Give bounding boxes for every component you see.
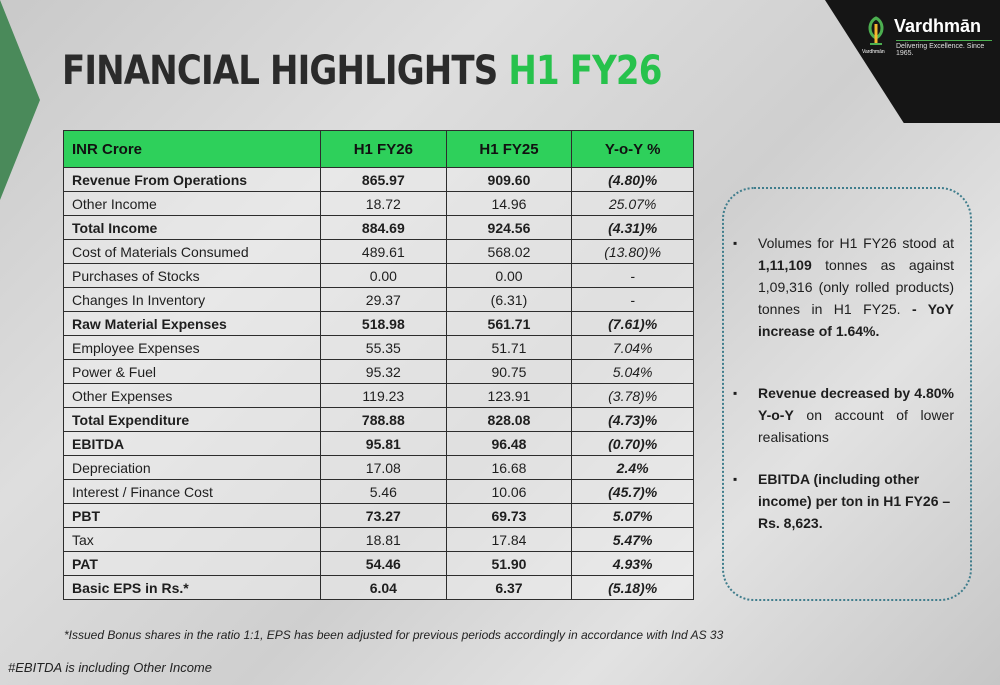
table-row bbox=[64, 312, 694, 336]
table-row bbox=[64, 576, 694, 600]
header-h1-fy25: H1 FY25 bbox=[446, 131, 572, 168]
cell-yoy: (4.73)% bbox=[572, 408, 694, 432]
row-label: Power & Fuel bbox=[64, 360, 321, 384]
cell-h1-fy25: 96.48 bbox=[446, 432, 572, 456]
cell-yoy: 7.04% bbox=[572, 336, 694, 360]
cell-yoy: 4.93% bbox=[572, 552, 694, 576]
row-label: Depreciation bbox=[64, 456, 321, 480]
row-label: Other Expenses bbox=[64, 384, 321, 408]
table-row bbox=[64, 360, 694, 384]
cell-h1-fy25: 14.96 bbox=[446, 192, 572, 216]
cell-h1-fy26: 18.72 bbox=[321, 192, 447, 216]
cell-h1-fy25: 561.71 bbox=[446, 312, 572, 336]
cell-h1-fy25: 123.91 bbox=[446, 384, 572, 408]
table-row bbox=[64, 528, 694, 552]
cell-h1-fy25: 828.08 bbox=[446, 408, 572, 432]
decorative-left-triangle bbox=[0, 0, 40, 200]
cell-h1-fy25: (6.31) bbox=[446, 288, 572, 312]
table-row bbox=[64, 336, 694, 360]
cell-h1-fy26: 54.46 bbox=[321, 552, 447, 576]
brand-tagline: Delivering Excellence. Since 1965. bbox=[896, 40, 992, 57]
table-row bbox=[64, 264, 694, 288]
table-row bbox=[64, 504, 694, 528]
cell-h1-fy26: 95.81 bbox=[321, 432, 447, 456]
table-row bbox=[64, 408, 694, 432]
note-revenue-text: on account of lower realisations bbox=[758, 407, 954, 445]
page-title bbox=[62, 48, 662, 94]
row-label: Employee Expenses bbox=[64, 336, 321, 360]
cell-h1-fy26: 865.97 bbox=[321, 168, 447, 192]
table-row bbox=[64, 552, 694, 576]
cell-yoy: 5.07% bbox=[572, 504, 694, 528]
cell-yoy: 5.47% bbox=[572, 528, 694, 552]
cell-h1-fy26: 518.98 bbox=[321, 312, 447, 336]
note-ebitda-bold: EBITDA (including other income) per ton in H1 FY26 – Rs. 8,623. bbox=[758, 471, 951, 531]
vardhman-mark-icon bbox=[864, 16, 888, 48]
note-ebitda bbox=[758, 468, 954, 534]
note-volumes bbox=[758, 232, 954, 342]
row-label: Cost of Materials Consumed bbox=[64, 240, 321, 264]
footnote-bonus: *Issued Bonus shares in the ratio 1:1, EPS has been adjusted for previous periods accordingly in accordance with Ind AS 33 bbox=[64, 628, 724, 642]
table-header-row bbox=[64, 131, 694, 168]
row-label: Revenue From Operations bbox=[64, 168, 321, 192]
header-yoy: Y-o-Y % bbox=[572, 131, 694, 168]
cell-yoy: (4.31)% bbox=[572, 216, 694, 240]
note-revenue bbox=[758, 382, 954, 448]
cell-h1-fy25: 0.00 bbox=[446, 264, 572, 288]
cell-h1-fy26: 73.27 bbox=[321, 504, 447, 528]
cell-h1-fy25: 51.71 bbox=[446, 336, 572, 360]
note-volumes-text: Volumes for H1 FY26 stood at bbox=[758, 235, 954, 251]
table-row bbox=[64, 384, 694, 408]
table-row bbox=[64, 456, 694, 480]
page-title-main: FINANCIAL HIGHLIGHTS bbox=[62, 48, 498, 94]
row-label: Interest / Finance Cost bbox=[64, 480, 321, 504]
table-row bbox=[64, 480, 694, 504]
note-volumes-figure: 1,11,109 bbox=[758, 257, 812, 273]
brand-mark-label: Vardhmān bbox=[862, 49, 885, 55]
cell-h1-fy25: 924.56 bbox=[446, 216, 572, 240]
brand-name: Vardhmān bbox=[894, 16, 982, 36]
cell-h1-fy26: 29.37 bbox=[321, 288, 447, 312]
row-label: Tax bbox=[64, 528, 321, 552]
cell-h1-fy26: 5.46 bbox=[321, 480, 447, 504]
cell-h1-fy26: 18.81 bbox=[321, 528, 447, 552]
cell-h1-fy26: 0.00 bbox=[321, 264, 447, 288]
footnote-ebitda: #EBITDA is including Other Income bbox=[8, 660, 212, 675]
table-row bbox=[64, 216, 694, 240]
cell-yoy: 25.07% bbox=[572, 192, 694, 216]
cell-h1-fy25: 17.84 bbox=[446, 528, 572, 552]
cell-h1-fy26: 6.04 bbox=[321, 576, 447, 600]
row-label: EBITDA bbox=[64, 432, 321, 456]
cell-h1-fy26: 489.61 bbox=[321, 240, 447, 264]
cell-yoy: (5.18)% bbox=[572, 576, 694, 600]
cell-yoy: (0.70)% bbox=[572, 432, 694, 456]
vardhman-logo bbox=[862, 12, 992, 60]
cell-h1-fy25: 909.60 bbox=[446, 168, 572, 192]
cell-h1-fy25: 51.90 bbox=[446, 552, 572, 576]
cell-yoy: 2.4% bbox=[572, 456, 694, 480]
cell-h1-fy25: 10.06 bbox=[446, 480, 572, 504]
cell-h1-fy25: 69.73 bbox=[446, 504, 572, 528]
table-row bbox=[64, 288, 694, 312]
cell-yoy: 5.04% bbox=[572, 360, 694, 384]
cell-yoy: (45.7)% bbox=[572, 480, 694, 504]
row-label: PAT bbox=[64, 552, 321, 576]
cell-h1-fy25: 16.68 bbox=[446, 456, 572, 480]
table-row bbox=[64, 432, 694, 456]
table-row bbox=[64, 240, 694, 264]
header-inr-crore: INR Crore bbox=[64, 131, 321, 168]
page-title-period: H1 FY26 bbox=[508, 48, 662, 94]
financial-table bbox=[63, 130, 694, 600]
row-label: Raw Material Expenses bbox=[64, 312, 321, 336]
cell-h1-fy26: 788.88 bbox=[321, 408, 447, 432]
row-label: Other Income bbox=[64, 192, 321, 216]
cell-h1-fy26: 119.23 bbox=[321, 384, 447, 408]
cell-h1-fy25: 90.75 bbox=[446, 360, 572, 384]
table-row bbox=[64, 192, 694, 216]
cell-yoy: - bbox=[572, 264, 694, 288]
cell-h1-fy25: 568.02 bbox=[446, 240, 572, 264]
table-body bbox=[64, 168, 694, 600]
cell-yoy: - bbox=[572, 288, 694, 312]
row-label: Total Expenditure bbox=[64, 408, 321, 432]
row-label: Changes In Inventory bbox=[64, 288, 321, 312]
cell-h1-fy26: 95.32 bbox=[321, 360, 447, 384]
cell-yoy: (7.61)% bbox=[572, 312, 694, 336]
note-revenue-bold: Revenue decreased by 4.80% Y-o-Y bbox=[758, 385, 954, 423]
cell-yoy: (4.80)% bbox=[572, 168, 694, 192]
note-volumes-increase: - YoY increase of 1.64%. bbox=[758, 301, 954, 339]
cell-yoy: (13.80)% bbox=[572, 240, 694, 264]
header-h1-fy26: H1 FY26 bbox=[321, 131, 447, 168]
cell-h1-fy26: 17.08 bbox=[321, 456, 447, 480]
note-volumes-text-2: tonnes as against 1,09,316 (only rolled products) tonnes in H1 FY25. bbox=[758, 257, 954, 317]
cell-h1-fy26: 884.69 bbox=[321, 216, 447, 240]
cell-h1-fy26: 55.35 bbox=[321, 336, 447, 360]
cell-h1-fy25: 6.37 bbox=[446, 576, 572, 600]
row-label: Purchases of Stocks bbox=[64, 264, 321, 288]
table-row bbox=[64, 168, 694, 192]
row-label: Basic EPS in Rs.* bbox=[64, 576, 321, 600]
cell-yoy: (3.78)% bbox=[572, 384, 694, 408]
row-label: PBT bbox=[64, 504, 321, 528]
row-label: Total Income bbox=[64, 216, 321, 240]
